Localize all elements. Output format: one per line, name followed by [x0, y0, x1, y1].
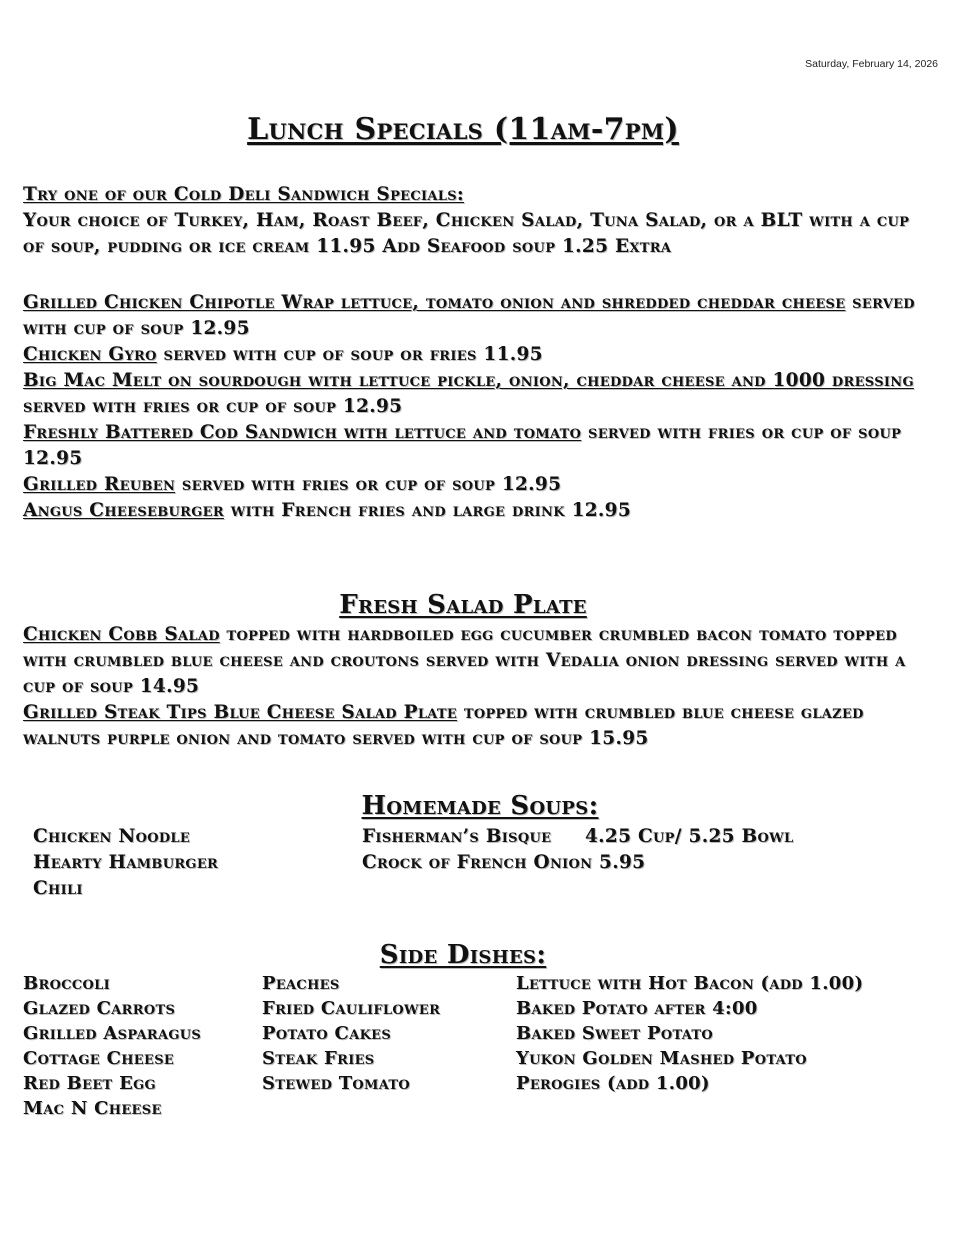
sides-col-1	[23, 971, 201, 1121]
sides-title: Side Dishes:	[379, 940, 547, 970]
lunch-item	[23, 342, 935, 368]
side-item: Peaches	[262, 973, 340, 994]
side-item: Steak Fries	[262, 1048, 375, 1069]
lunch-item-desc: served with cup of soup 12.95	[23, 292, 915, 339]
side-item: Grilled Asparagus	[23, 1023, 202, 1044]
side-item: Glazed Carrots	[23, 998, 176, 1019]
soups-title: Homemade Soups:	[361, 791, 599, 821]
lunch-item	[23, 420, 935, 472]
side-item: Potato Cakes	[262, 1023, 392, 1044]
side-item: Baked Sweet Potato	[516, 1023, 713, 1044]
lunch-item-desc: served with fries or cup of soup 12.95	[23, 396, 403, 417]
lunch-item-desc: served with cup of soup or fries 11.95	[156, 344, 543, 365]
salad-title: Fresh Salad Plate	[339, 590, 587, 620]
side-item: Yukon Golden Mashed Potato	[516, 1048, 807, 1069]
salad-item	[23, 700, 935, 752]
soups-left-list	[33, 824, 218, 902]
salad-item-desc: topped with crumbled blue cheese glazed walnuts purple onion and tomato served with cup of soup 15.95	[23, 702, 864, 749]
lunch-item	[23, 368, 935, 420]
deli-specials-block	[23, 182, 935, 260]
soup-item: Chili	[33, 878, 83, 899]
lunch-specials-title: Lunch Specials (11am-7pm)	[247, 112, 679, 147]
lunch-item	[23, 290, 935, 342]
side-item: Fried Cauliflower	[262, 998, 441, 1019]
side-item: Lettuce with Hot Bacon (add 1.00)	[516, 973, 864, 994]
side-item: Baked Potato after 4:00	[516, 998, 758, 1019]
salad-item-name: Chicken Cobb Salad	[23, 624, 220, 645]
sides-col-3	[516, 971, 863, 1096]
lunch-item-desc: served with fries or cup of soup 12.95	[23, 422, 902, 469]
lunch-items-list	[23, 290, 935, 524]
lunch-item-name: Freshly Battered Cod Sandwich with lettuce and tomato	[23, 422, 582, 443]
lunch-item	[23, 498, 935, 524]
salad-item-name: Grilled Steak Tips Blue Cheese Salad Plate	[23, 702, 458, 723]
deli-specials-text: Your choice of Turkey, Ham, Roast Beef, Chicken Salad, Tuna Salad, or a BLT with a cup of soup, pudding or ice cream 11.95 Add Seafood soup 1.25 Extra	[23, 210, 910, 257]
lunch-item-name: Angus Cheeseburger	[23, 500, 224, 521]
side-item: Broccoli	[23, 973, 110, 994]
soup-item: Hearty Hamburger	[33, 852, 219, 873]
soup-item: Fisherman’s Bisque	[362, 826, 552, 847]
soup-item: Chicken Noodle	[33, 826, 191, 847]
menu-date: Saturday, February 14, 2026	[805, 58, 938, 70]
side-item: Stewed Tomato	[262, 1073, 411, 1094]
lunch-item-name: Big Mac Melt on sourdough with lettuce pickle, onion, cheddar cheese and 1000 dressing	[23, 370, 914, 391]
salad-item-desc: topped with hardboiled egg cucumber crumbled bacon tomato topped with crumbled blue cheese and croutons served with Vedalia onion dressing served with a cup of soup 14.95	[23, 624, 906, 697]
side-item: Perogies (add 1.00)	[516, 1073, 710, 1094]
side-item: Cottage Cheese	[23, 1048, 175, 1069]
soup-price: 4.25 Cup/ 5.25 Bowl	[585, 826, 794, 847]
salad-items-list	[23, 622, 935, 752]
lunch-item-desc: served with fries or cup of soup 12.95	[175, 474, 562, 495]
side-item: Red Beet Egg	[23, 1073, 156, 1094]
lunch-item-name: Chicken Gyro	[23, 344, 157, 365]
salad-item	[23, 622, 935, 700]
deli-specials-heading: Try one of our Cold Deli Sandwich Specials:	[23, 184, 465, 205]
soup-item: Crock of French Onion 5.95	[362, 852, 646, 873]
side-item: Mac N Cheese	[23, 1098, 162, 1119]
lunch-item	[23, 472, 935, 498]
lunch-item-desc: with French fries and large drink 12.95	[223, 500, 632, 521]
lunch-item-name: Grilled Reuben	[23, 474, 176, 495]
sides-col-2	[262, 971, 440, 1096]
lunch-item-name: Grilled Chicken Chipotle Wrap lettuce, tomato onion and shredded cheddar cheese	[23, 292, 846, 313]
